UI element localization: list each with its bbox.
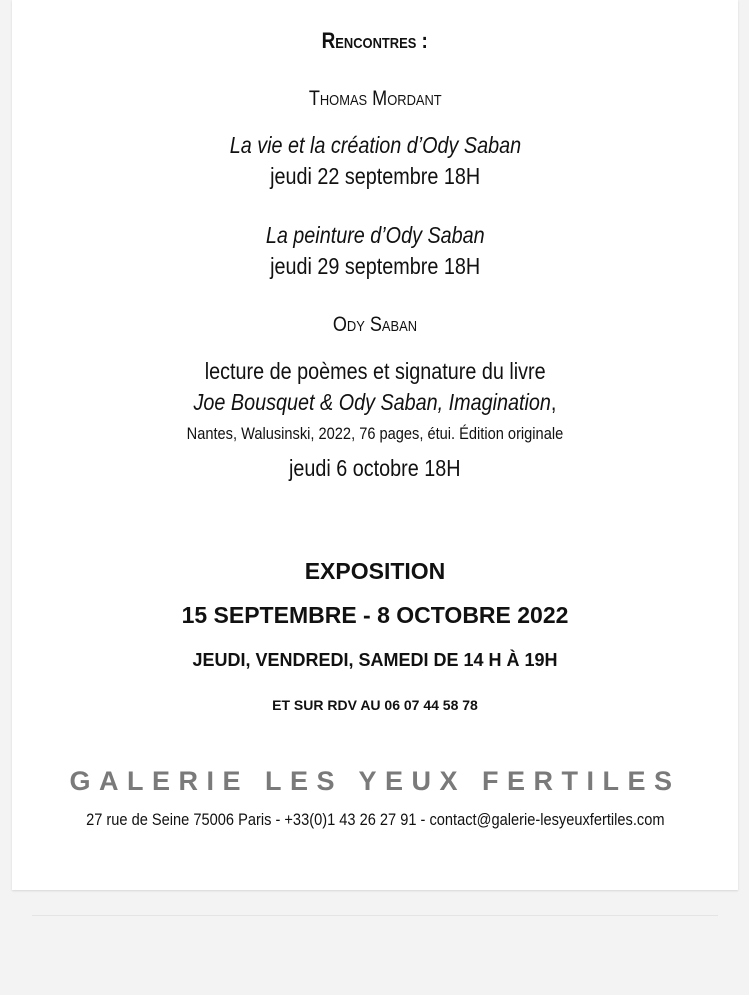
reading-row-1 (12, 358, 738, 385)
gallery-contact: 27 rue de Seine 75006 Paris - +33(0)1 43 26 27 91 - contact@galerie-lesyeuxfertiles.com (85, 810, 665, 829)
book-details: Nantes, Walusinski, 2022, 76 pages, étui. Édition originale (186, 424, 564, 443)
exposition-hours: JEUDI, VENDREDI, SAMEDI DE 14 H À 19H (192, 650, 558, 670)
exposition-appointment: ET SUR RDV AU 06 07 44 58 78 (272, 697, 478, 713)
speaker-row-1 (12, 87, 738, 111)
speaker-name-ody-saban: Ody Saban (332, 313, 418, 336)
book-title-row (12, 389, 738, 416)
book-title-group (194, 389, 557, 416)
exposition-dates: 15 SEPTEMBRE - 8 OCTOBRE 2022 (181, 602, 569, 628)
speaker-name-thomas-mordant: Thomas Mordant (308, 87, 442, 110)
talk2-title-row (12, 222, 738, 249)
rencontres-heading: Rencontres : (321, 28, 429, 53)
footer-divider (32, 915, 718, 916)
speaker-row-2 (12, 313, 738, 337)
talk2-date-row (12, 253, 738, 280)
exposition-heading: EXPOSITION (304, 558, 446, 584)
talk1-date-row (12, 163, 738, 190)
reading-date-row (12, 455, 738, 482)
rencontres-heading-row (12, 28, 738, 54)
talk1-title: La vie et la création d’Ody Saban (229, 132, 521, 158)
reading-description: lecture de poèmes et signature du livre (204, 358, 546, 384)
invitation-card (12, 0, 738, 890)
talk1-title-row (12, 132, 738, 159)
reading-date: jeudi 6 octobre 18H (289, 455, 461, 481)
book-title: Joe Bousquet & Ody Saban, Imagination (193, 389, 551, 415)
gallery-contact-row (12, 810, 738, 830)
gallery-name: GALERIE LES YEUX FERTILES (69, 766, 681, 796)
book-details-row (12, 424, 738, 444)
talk2-date: jeudi 29 septembre 18H (269, 253, 481, 279)
talk2-title: La peinture d’Ody Saban (265, 222, 485, 248)
talk1-date: jeudi 22 septembre 18H (269, 163, 481, 189)
book-title-suffix: , (550, 389, 557, 415)
